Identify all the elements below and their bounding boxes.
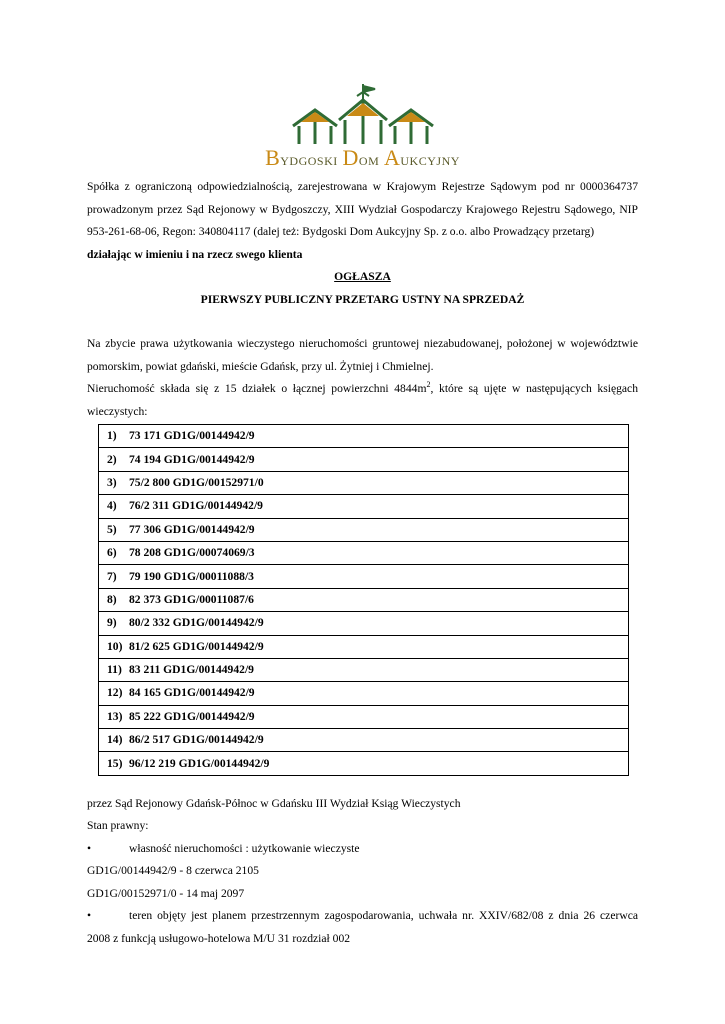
parcel-text: 74 194 GD1G/00144942/9 <box>129 452 255 466</box>
parcel-cell <box>99 705 629 728</box>
bullet-ownership <box>87 838 638 861</box>
property-description-paragraph: Na zbycie prawa użytkowania wieczystego nieruchomości gruntowej niezabudowanej, położonej w województwie pomorskim, powiat gdański, mieście Gdańsk, przy ul. Żytniej i Chmielnej. <box>87 337 638 373</box>
document-body <box>87 176 638 950</box>
parcel-text: 96/12 219 GD1G/00144942/9 <box>129 756 270 770</box>
parcel-number: 4) <box>107 499 117 513</box>
parcels-summary-text: Nieruchomość składa się z 15 działek o łącznej powierzchni 4844m <box>87 382 427 395</box>
parcel-text: 83 211 GD1G/00144942/9 <box>129 663 254 677</box>
parcel-number: 12) <box>107 686 123 700</box>
bullet-zoning-text: teren objęty jest planem przestrzennym zagospodarowania, uchwała nr. XXIV/682/08 z dnia 26 czerwca 2008 z funkcją usługowo-hotelowa M/U 31 rozdział 002 <box>87 909 638 945</box>
parcel-text: 86/2 517 GD1G/00144942/9 <box>129 733 264 747</box>
land-register-table <box>98 424 629 776</box>
table-row <box>99 682 629 705</box>
parcel-text: 77 306 GD1G/00144942/9 <box>129 522 255 536</box>
company-info-paragraph: Spółka z ograniczoną odpowiedzialnością, zarejestrowana w Krajowym Rejestrze Sądowym pod nr 0000364737 prowadzonym przez Sąd Rejonowy w Bydgoszczy, XIII Wydział Gospodarczy Krajowego Rejestru Sądowego, NIP 953-261-68-06, Regon: 340804117 (dalej też: Bydgoski Dom Aukcyjny Sp. z o.o. albo Prowadzący przetarg) <box>87 180 638 238</box>
bullet-ownership-text: własność nieruchomości : użytkowanie wieczyste <box>129 841 360 855</box>
announces-heading: OGŁASZA <box>334 270 391 283</box>
logo-cap-a: A <box>384 145 401 170</box>
acting-on-behalf-line: działając w imieniu i na rzecz swego klienta <box>87 247 303 261</box>
parcel-cell <box>99 752 629 775</box>
parcel-cell <box>99 635 629 658</box>
parcel-number: 13) <box>107 709 123 723</box>
parcel-text: 85 222 GD1G/00144942/9 <box>129 709 255 723</box>
logo-houses-icon <box>263 82 463 146</box>
table-row <box>99 729 629 752</box>
parcel-cell <box>99 541 629 564</box>
table-row <box>99 495 629 518</box>
table-row <box>99 612 629 635</box>
tender-title: PIERWSZY PUBLICZNY PRZETARG USTNY NA SPRZEDAŻ <box>200 292 525 306</box>
kw-term-2: GD1G/00152971/0 - 14 maj 2097 <box>87 886 245 900</box>
logo-cap-b: B <box>265 145 281 170</box>
parcel-number: 15) <box>107 756 123 770</box>
parcel-cell <box>99 518 629 541</box>
table-row <box>99 635 629 658</box>
parcel-cell <box>99 495 629 518</box>
table-row <box>99 565 629 588</box>
table-row <box>99 541 629 564</box>
parcel-cell <box>99 425 629 448</box>
parcel-number: 9) <box>107 616 117 630</box>
parcel-text: 82 373 GD1G/00011087/6 <box>129 592 254 606</box>
parcel-text: 76/2 311 GD1G/00144942/9 <box>129 499 263 513</box>
parcel-number: 5) <box>107 522 117 536</box>
parcel-number: 7) <box>107 569 117 583</box>
parcel-cell <box>99 729 629 752</box>
table-row <box>99 471 629 494</box>
kw-term-1: GD1G/00144942/9 - 8 czerwca 2105 <box>87 864 259 878</box>
bullet-icon: • <box>87 909 92 923</box>
parcel-cell <box>99 588 629 611</box>
parcel-cell <box>99 448 629 471</box>
parcel-number: 10) <box>107 639 123 653</box>
parcel-text: 80/2 332 GD1G/00144942/9 <box>129 616 264 630</box>
logo-wordmark <box>0 145 725 171</box>
table-row <box>99 588 629 611</box>
parcel-cell <box>99 682 629 705</box>
parcel-cell <box>99 471 629 494</box>
parcels-summary-text-end: , które są ujęte w następujących księgach wieczystych: <box>87 382 638 418</box>
parcel-cell <box>99 612 629 635</box>
parcels-summary-paragraph <box>87 378 638 423</box>
bullet-icon: • <box>87 841 92 855</box>
parcel-number: 14) <box>107 733 123 747</box>
parcel-number: 11) <box>107 663 122 677</box>
area-unit-superscript: 2 <box>426 380 431 390</box>
legal-status-label: Stan prawny: <box>87 819 149 833</box>
table-row <box>99 658 629 681</box>
parcel-text: 79 190 GD1G/00011088/3 <box>129 569 254 583</box>
parcel-cell <box>99 658 629 681</box>
parcel-text: 73 171 GD1G/00144942/9 <box>129 429 255 443</box>
table-row <box>99 752 629 775</box>
logo-cap-d: D <box>342 145 359 170</box>
parcel-text: 75/2 800 GD1G/00152971/0 <box>129 475 264 489</box>
table-row <box>99 518 629 541</box>
parcel-number: 1) <box>107 429 117 443</box>
parcel-number: 8) <box>107 592 117 606</box>
logo-text-1: ydgoski <box>280 150 343 169</box>
logo-text-3: ukcyjny <box>400 150 460 169</box>
bullet-zoning <box>87 905 638 950</box>
court-line: przez Sąd Rejonowy Gdańsk-Północ w Gdańsku III Wydział Ksiąg Wieczystych <box>87 796 461 810</box>
parcel-number: 6) <box>107 546 117 560</box>
parcel-text: 81/2 625 GD1G/00144942/9 <box>129 639 264 653</box>
table-row <box>99 705 629 728</box>
parcel-cell <box>99 565 629 588</box>
parcel-text: 78 208 GD1G/00074069/3 <box>129 546 255 560</box>
parcel-number: 2) <box>107 452 117 466</box>
table-row <box>99 448 629 471</box>
table-row <box>99 425 629 448</box>
logo-text-2: om <box>358 150 384 169</box>
parcel-text: 84 165 GD1G/00144942/9 <box>129 686 255 700</box>
parcel-number: 3) <box>107 475 117 489</box>
